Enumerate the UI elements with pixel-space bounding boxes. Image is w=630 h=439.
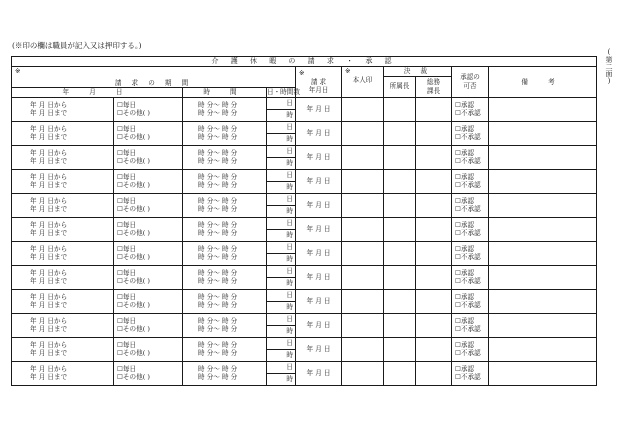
remarks-cell[interactable] xyxy=(489,193,597,217)
request-date-cell: 年 月 日 xyxy=(296,337,342,361)
date-range-cell xyxy=(12,313,114,337)
time-line-2: 時 分〜 時 分 xyxy=(198,253,238,261)
schedule-kind-cell[interactable] xyxy=(114,121,183,145)
approval-header xyxy=(452,67,489,98)
time-range-cell xyxy=(183,193,267,217)
schedule-kind-cell[interactable] xyxy=(114,337,183,361)
applicant-seal-cell[interactable] xyxy=(342,313,384,337)
date-from: 年 月 日から xyxy=(30,172,68,181)
daily-checkbox[interactable]: ☐毎日 xyxy=(117,340,137,349)
period-label: 請 求 の 期 間 xyxy=(114,78,193,87)
form-title: 介 護 休 暇 の 請 求 ・ 承 認 xyxy=(12,57,597,67)
other-checkbox[interactable]: ☐その他( ) xyxy=(117,205,150,213)
section-chief-cell[interactable] xyxy=(384,97,416,121)
applicant-seal-label: 本人印 xyxy=(352,75,373,84)
staff-mark: ※ xyxy=(299,69,305,77)
time-line-1: 時 分〜 時 分 xyxy=(198,220,238,229)
approve-checkbox[interactable]: ☐承認 xyxy=(455,244,475,253)
time-line-2: 時 分〜 時 分 xyxy=(198,301,238,309)
schedule-kind-cell[interactable] xyxy=(114,361,183,385)
hr-chief-cell[interactable] xyxy=(416,337,452,361)
date-to: 年 月 日まで xyxy=(30,133,68,141)
hr-chief-cell[interactable] xyxy=(416,289,452,313)
date-range-cell xyxy=(12,193,114,217)
date-range-cell xyxy=(12,145,114,169)
time-line-1: 時 分〜 時 分 xyxy=(198,268,238,277)
time-line-1: 時 分〜 時 分 xyxy=(198,292,238,301)
remarks-cell[interactable] xyxy=(489,169,597,193)
daily-checkbox[interactable]: ☐毎日 xyxy=(117,244,137,253)
other-checkbox[interactable]: ☐その他( ) xyxy=(117,181,150,189)
date-to: 年 月 日まで xyxy=(30,109,68,117)
time-line-2: 時 分〜 時 分 xyxy=(198,133,238,141)
daily-checkbox[interactable]: ☐毎日 xyxy=(117,196,137,205)
remarks-cell[interactable] xyxy=(489,265,597,289)
time-line-2: 時 分〜 時 分 xyxy=(198,325,238,333)
unit-hour: 時 xyxy=(267,277,296,289)
other-checkbox[interactable]: ☐その他( ) xyxy=(117,109,150,117)
reject-checkbox[interactable]: ☐不承認 xyxy=(455,205,481,213)
hr-chief-header xyxy=(416,76,452,97)
date-to: 年 月 日まで xyxy=(30,301,68,309)
remarks-cell[interactable] xyxy=(489,241,597,265)
approval-cell[interactable] xyxy=(452,97,489,121)
date-from: 年 月 日から xyxy=(30,148,68,157)
request-date-label-2: 年月日 xyxy=(308,86,329,94)
reject-checkbox[interactable]: ☐不承認 xyxy=(455,157,481,165)
time-line-1: 時 分〜 時 分 xyxy=(198,340,238,349)
reject-checkbox[interactable]: ☐不承認 xyxy=(455,109,481,117)
period-header xyxy=(12,67,296,88)
date-from: 年 月 日から xyxy=(30,316,68,325)
date-from: 年 月 日から xyxy=(30,340,68,349)
unit-day: 日 xyxy=(267,169,296,181)
unit-hour: 時 xyxy=(267,301,296,313)
date-to: 年 月 日まで xyxy=(30,349,68,357)
date-range-cell xyxy=(12,265,114,289)
applicant-seal-cell[interactable] xyxy=(342,337,384,361)
daily-checkbox[interactable]: ☐毎日 xyxy=(117,172,137,181)
request-date-header xyxy=(296,67,342,98)
unit-hour: 時 xyxy=(267,253,296,265)
approval-header-1: 承認の xyxy=(460,73,480,82)
approval-cell[interactable] xyxy=(452,361,489,385)
hr-chief-cell[interactable] xyxy=(416,313,452,337)
time-range-cell xyxy=(183,121,267,145)
remarks-cell[interactable] xyxy=(489,217,597,241)
unit-day: 日 xyxy=(267,217,296,229)
approval-cell[interactable] xyxy=(452,265,489,289)
unit-day: 日 xyxy=(267,121,296,133)
other-checkbox[interactable]: ☐その他( ) xyxy=(117,349,150,357)
time-line-1: 時 分〜 時 分 xyxy=(198,148,238,157)
section-chief-header: 所属長 xyxy=(384,76,416,97)
leave-request-form xyxy=(11,56,597,386)
time-line-2: 時 分〜 時 分 xyxy=(198,205,238,213)
time-range-cell xyxy=(183,265,267,289)
reject-checkbox[interactable]: ☐不承認 xyxy=(455,373,481,381)
unit-day: 日 xyxy=(267,289,296,301)
time-line-2: 時 分〜 時 分 xyxy=(198,277,238,285)
request-date-label-1: 請 求 xyxy=(310,77,327,86)
request-date-cell: 年 月 日 xyxy=(296,313,342,337)
remarks-cell[interactable] xyxy=(489,121,597,145)
time-line-2: 時 分〜 時 分 xyxy=(198,229,238,237)
other-checkbox[interactable]: ☐その他( ) xyxy=(117,133,150,141)
remarks-cell[interactable] xyxy=(489,313,597,337)
schedule-kind-cell[interactable] xyxy=(114,289,183,313)
section-chief-cell[interactable] xyxy=(384,289,416,313)
section-chief-cell[interactable] xyxy=(384,361,416,385)
applicant-seal-cell[interactable] xyxy=(342,361,384,385)
time-line-2: 時 分〜 時 分 xyxy=(198,109,238,117)
other-checkbox[interactable]: ☐その他( ) xyxy=(117,373,150,381)
unit-hour: 時 xyxy=(267,181,296,193)
section-chief-cell[interactable] xyxy=(384,217,416,241)
section-chief-cell[interactable] xyxy=(384,241,416,265)
approve-checkbox[interactable]: ☐承認 xyxy=(455,364,475,373)
applicant-seal-cell[interactable] xyxy=(342,97,384,121)
date-range-cell xyxy=(12,121,114,145)
time-line-1: 時 分〜 時 分 xyxy=(198,196,238,205)
request-date-cell: 年 月 日 xyxy=(296,97,342,121)
unit-hour: 時 xyxy=(267,109,296,121)
hr-chief-cell[interactable] xyxy=(416,241,452,265)
daily-checkbox[interactable]: ☐毎日 xyxy=(117,292,137,301)
request-date-cell: 年 月 日 xyxy=(296,193,342,217)
time-range-cell xyxy=(183,145,267,169)
section-chief-cell[interactable] xyxy=(384,145,416,169)
date-range-cell xyxy=(12,361,114,385)
unit-hour: 時 xyxy=(267,205,296,217)
date-from: 年 月 日から xyxy=(30,364,68,373)
time-range-cell xyxy=(183,337,267,361)
daily-checkbox[interactable]: ☐毎日 xyxy=(117,148,137,157)
request-date-cell: 年 月 日 xyxy=(296,217,342,241)
time-line-1: 時 分〜 時 分 xyxy=(198,364,238,373)
decision-header: 決 裁 xyxy=(384,67,452,77)
applicant-seal-cell[interactable] xyxy=(342,121,384,145)
hr-chief-cell[interactable] xyxy=(416,97,452,121)
other-checkbox[interactable]: ☐その他( ) xyxy=(117,229,150,237)
remarks-cell[interactable] xyxy=(489,337,597,361)
time-range-cell xyxy=(183,289,267,313)
section-chief-cell[interactable] xyxy=(384,337,416,361)
request-date-cell: 年 月 日 xyxy=(296,289,342,313)
date-to: 年 月 日まで xyxy=(30,253,68,261)
date-range-cell xyxy=(12,169,114,193)
applicant-seal-cell[interactable] xyxy=(342,169,384,193)
reject-checkbox[interactable]: ☐不承認 xyxy=(455,229,481,237)
other-checkbox[interactable]: ☐その他( ) xyxy=(117,277,150,285)
unit-day: 日 xyxy=(267,145,296,157)
schedule-kind-cell[interactable] xyxy=(114,193,183,217)
hr-chief-cell[interactable] xyxy=(416,121,452,145)
time-line-2: 時 分〜 時 分 xyxy=(198,373,238,381)
approval-cell[interactable] xyxy=(452,193,489,217)
date-to: 年 月 日まで xyxy=(30,181,68,189)
request-date-cell: 年 月 日 xyxy=(296,145,342,169)
date-range-cell xyxy=(12,217,114,241)
schedule-kind-cell[interactable] xyxy=(114,313,183,337)
date-to: 年 月 日まで xyxy=(30,205,68,213)
request-date-cell: 年 月 日 xyxy=(296,121,342,145)
approval-cell[interactable] xyxy=(452,145,489,169)
unit-hour: 時 xyxy=(267,349,296,361)
date-to: 年 月 日まで xyxy=(30,325,68,333)
request-date-cell: 年 月 日 xyxy=(296,361,342,385)
remarks-cell[interactable] xyxy=(489,289,597,313)
schedule-kind-cell[interactable] xyxy=(114,217,183,241)
request-date-cell: 年 月 日 xyxy=(296,265,342,289)
schedule-kind-cell[interactable] xyxy=(114,265,183,289)
unit-day: 日 xyxy=(267,361,296,373)
other-checkbox[interactable]: ☐その他( ) xyxy=(117,325,150,333)
schedule-kind-cell[interactable] xyxy=(114,169,183,193)
unit-hour: 時 xyxy=(267,229,296,241)
hr-chief-label-2: 課長 xyxy=(426,86,441,95)
reject-checkbox[interactable]: ☐不承認 xyxy=(455,325,481,333)
remarks-cell[interactable] xyxy=(489,145,597,169)
approval-cell[interactable] xyxy=(452,241,489,265)
unit-hour: 時 xyxy=(267,373,296,385)
hr-chief-cell[interactable] xyxy=(416,145,452,169)
applicant-seal-header xyxy=(342,67,384,98)
hr-chief-cell[interactable] xyxy=(416,169,452,193)
date-to: 年 月 日まで xyxy=(30,373,68,381)
reject-checkbox[interactable]: ☐不承認 xyxy=(455,253,481,261)
date-from: 年 月 日から xyxy=(30,268,68,277)
daily-checkbox[interactable]: ☐毎日 xyxy=(117,124,137,133)
approve-checkbox[interactable]: ☐承認 xyxy=(455,220,475,229)
date-to: 年 月 日まで xyxy=(30,157,68,165)
date-from: 年 月 日から xyxy=(30,196,68,205)
date-from: 年 月 日から xyxy=(30,244,68,253)
applicant-seal-cell[interactable] xyxy=(342,145,384,169)
other-checkbox[interactable]: ☐その他( ) xyxy=(117,157,150,165)
approve-checkbox[interactable]: ☐承認 xyxy=(455,340,475,349)
time-line-1: 時 分〜 時 分 xyxy=(198,100,238,109)
unit-column-header: 日・時間数 xyxy=(267,88,300,96)
approval-cell[interactable] xyxy=(452,313,489,337)
reject-checkbox[interactable]: ☐不承認 xyxy=(455,349,481,357)
approve-checkbox[interactable]: ☐承認 xyxy=(455,124,475,133)
section-chief-cell[interactable] xyxy=(384,313,416,337)
applicant-seal-cell[interactable] xyxy=(342,289,384,313)
schedule-kind-cell[interactable] xyxy=(114,145,183,169)
section-chief-cell[interactable] xyxy=(384,169,416,193)
date-from: 年 月 日から xyxy=(30,220,68,229)
staff-mark: ※ xyxy=(15,67,21,75)
date-from: 年 月 日から xyxy=(30,292,68,301)
schedule-kind-cell[interactable] xyxy=(114,97,183,121)
hr-chief-cell[interactable] xyxy=(416,217,452,241)
unit-day: 日 xyxy=(267,193,296,205)
unit-hour: 時 xyxy=(267,325,296,337)
time-line-2: 時 分〜 時 分 xyxy=(198,349,238,357)
approve-checkbox[interactable]: ☐承認 xyxy=(455,292,475,301)
schedule-kind-cell[interactable] xyxy=(114,241,183,265)
date-range-cell xyxy=(12,97,114,121)
time-range-cell xyxy=(183,217,267,241)
unit-hour: 時 xyxy=(267,157,296,169)
other-checkbox[interactable]: ☐その他( ) xyxy=(117,253,150,261)
time-line-1: 時 分〜 時 分 xyxy=(198,316,238,325)
approval-cell[interactable] xyxy=(452,337,489,361)
remarks-cell[interactable] xyxy=(489,97,597,121)
time-line-1: 時 分〜 時 分 xyxy=(198,244,238,253)
applicant-seal-cell[interactable] xyxy=(342,217,384,241)
daily-checkbox[interactable]: ☐毎日 xyxy=(117,316,137,325)
applicant-seal-cell[interactable] xyxy=(342,193,384,217)
page-side-label: (第二面) xyxy=(605,48,613,85)
daily-checkbox[interactable]: ☐毎日 xyxy=(117,220,137,229)
remarks-cell[interactable] xyxy=(489,361,597,385)
approval-cell[interactable] xyxy=(452,289,489,313)
time-line-2: 時 分〜 時 分 xyxy=(198,157,238,165)
unit-day: 日 xyxy=(267,265,296,277)
section-chief-cell[interactable] xyxy=(384,193,416,217)
unit-day: 日 xyxy=(267,97,296,109)
reject-checkbox[interactable]: ☐不承認 xyxy=(455,301,481,309)
approve-checkbox[interactable]: ☐承認 xyxy=(455,172,475,181)
other-checkbox[interactable]: ☐その他( ) xyxy=(117,301,150,309)
request-date-cell: 年 月 日 xyxy=(296,241,342,265)
remarks-header: 備 考 xyxy=(489,67,597,98)
reject-checkbox[interactable]: ☐不承認 xyxy=(455,133,481,141)
daily-checkbox[interactable]: ☐毎日 xyxy=(117,100,137,109)
date-range-cell xyxy=(12,337,114,361)
time-line-1: 時 分〜 時 分 xyxy=(198,124,238,133)
request-date-cell: 年 月 日 xyxy=(296,169,342,193)
time-range-cell xyxy=(183,313,267,337)
time-range-cell xyxy=(183,361,267,385)
applicant-seal-cell[interactable] xyxy=(342,241,384,265)
hr-chief-label-1: 総務 xyxy=(426,78,441,86)
unit-hour: 時 xyxy=(267,133,296,145)
approval-header-2: 可否 xyxy=(463,81,477,90)
time-range-cell xyxy=(183,97,267,121)
staff-mark: ※ xyxy=(345,67,351,75)
section-chief-cell[interactable] xyxy=(384,121,416,145)
approve-checkbox[interactable]: ☐承認 xyxy=(455,100,475,109)
date-from: 年 月 日から xyxy=(30,124,68,133)
date-column-header: 年 月 日 xyxy=(12,88,183,98)
instruction-note: (※印の欄は職員が記入又は押印する。) xyxy=(12,41,142,50)
approval-cell[interactable] xyxy=(452,121,489,145)
reject-checkbox[interactable]: ☐不承認 xyxy=(455,181,481,189)
date-range-cell xyxy=(12,241,114,265)
approve-checkbox[interactable]: ☐承認 xyxy=(455,148,475,157)
time-range-cell xyxy=(183,169,267,193)
hr-chief-cell[interactable] xyxy=(416,265,452,289)
unit-day: 日 xyxy=(267,241,296,253)
date-range-cell xyxy=(12,289,114,313)
time-line-2: 時 分〜 時 分 xyxy=(198,181,238,189)
approve-checkbox[interactable]: ☐承認 xyxy=(455,316,475,325)
approve-checkbox[interactable]: ☐承認 xyxy=(455,268,475,277)
unit-day: 日 xyxy=(267,337,296,349)
date-to: 年 月 日まで xyxy=(30,277,68,285)
approval-cell[interactable] xyxy=(452,217,489,241)
section-chief-cell[interactable] xyxy=(384,265,416,289)
time-line-1: 時 分〜 時 分 xyxy=(198,172,238,181)
daily-checkbox[interactable]: ☐毎日 xyxy=(117,364,137,373)
time-range-cell xyxy=(183,241,267,265)
hr-chief-cell[interactable] xyxy=(416,361,452,385)
applicant-seal-cell[interactable] xyxy=(342,265,384,289)
approval-cell[interactable] xyxy=(452,169,489,193)
reject-checkbox[interactable]: ☐不承認 xyxy=(455,277,481,285)
hr-chief-cell[interactable] xyxy=(416,193,452,217)
time-column-header: 時 間 xyxy=(183,88,267,98)
daily-checkbox[interactable]: ☐毎日 xyxy=(117,268,137,277)
date-from: 年 月 日から xyxy=(30,100,68,109)
approve-checkbox[interactable]: ☐承認 xyxy=(455,196,475,205)
unit-day: 日 xyxy=(267,313,296,325)
date-to: 年 月 日まで xyxy=(30,229,68,237)
